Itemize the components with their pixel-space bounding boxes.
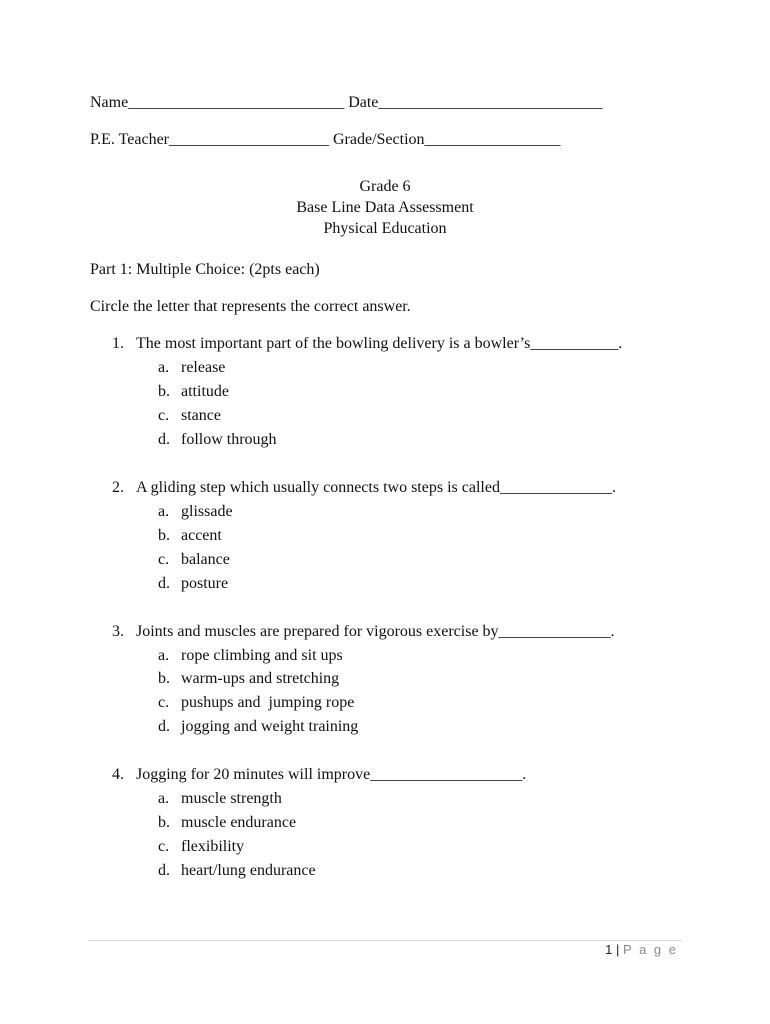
option-text: rope climbing and sit ups bbox=[181, 647, 343, 664]
question-text: Jogging for 20 minutes will improve___________________. bbox=[136, 766, 527, 783]
part-label: Part 1: Multiple Choice: (2pts each) bbox=[90, 261, 320, 278]
instructions: Circle the letter that represents the correct answer. bbox=[90, 298, 411, 315]
option-letter: b. bbox=[158, 814, 170, 831]
question-number: 1. bbox=[112, 335, 124, 352]
option-letter: c. bbox=[158, 694, 170, 711]
option-letter: c. bbox=[158, 838, 170, 855]
option-letter: d. bbox=[158, 575, 170, 592]
option-text: muscle strength bbox=[181, 790, 282, 807]
option-text: flexibility bbox=[181, 838, 245, 855]
option-text: stance bbox=[181, 407, 221, 424]
page-footer bbox=[605, 942, 678, 957]
title-assessment: Base Line Data Assessment bbox=[296, 199, 474, 216]
option-text: posture bbox=[181, 575, 229, 592]
option-text: muscle endurance bbox=[181, 814, 297, 831]
option-text: heart/lung endurance bbox=[181, 862, 316, 879]
option-text: follow through bbox=[181, 431, 277, 448]
option-text: release bbox=[181, 359, 226, 376]
name-date-line: Name___________________________ Date____________________________ bbox=[90, 94, 603, 111]
option-letter: a. bbox=[158, 359, 170, 376]
page-label: P a g e bbox=[623, 942, 678, 957]
option-text: pushups and jumping rope bbox=[181, 694, 355, 711]
title-subject: Physical Education bbox=[323, 220, 447, 237]
question-text: The most important part of the bowling delivery is a bowler’s___________. bbox=[136, 335, 623, 352]
option-letter: d. bbox=[158, 718, 170, 735]
option-text: balance bbox=[181, 551, 230, 568]
option-letter: c. bbox=[158, 551, 170, 568]
question-text: A gliding step which usually connects two steps is called______________. bbox=[136, 479, 616, 496]
teacher-grade-line: P.E. Teacher____________________ Grade/Section_________________ bbox=[90, 131, 561, 148]
option-letter: b. bbox=[158, 383, 170, 400]
option-letter: b. bbox=[158, 670, 170, 687]
question-number: 4. bbox=[112, 766, 124, 783]
option-text: jogging and weight training bbox=[181, 718, 359, 735]
page-number: 1 bbox=[605, 942, 613, 957]
option-letter: a. bbox=[158, 647, 170, 664]
option-letter: b. bbox=[158, 527, 170, 544]
question-number: 3. bbox=[112, 623, 124, 640]
option-text: warm-ups and stretching bbox=[181, 670, 340, 687]
footer-rule bbox=[88, 940, 682, 941]
option-text: attitude bbox=[181, 383, 229, 400]
option-letter: d. bbox=[158, 862, 170, 879]
option-text: glissade bbox=[181, 503, 233, 520]
footer-separator: | bbox=[616, 942, 620, 957]
option-letter: c. bbox=[158, 407, 170, 424]
question-number: 2. bbox=[112, 479, 124, 496]
question-text: Joints and muscles are prepared for vigorous exercise by______________. bbox=[136, 623, 615, 640]
option-letter: d. bbox=[158, 431, 170, 448]
title-grade: Grade 6 bbox=[359, 178, 411, 195]
option-letter: a. bbox=[158, 790, 170, 807]
option-text: accent bbox=[181, 527, 222, 544]
option-letter: a. bbox=[158, 503, 170, 520]
